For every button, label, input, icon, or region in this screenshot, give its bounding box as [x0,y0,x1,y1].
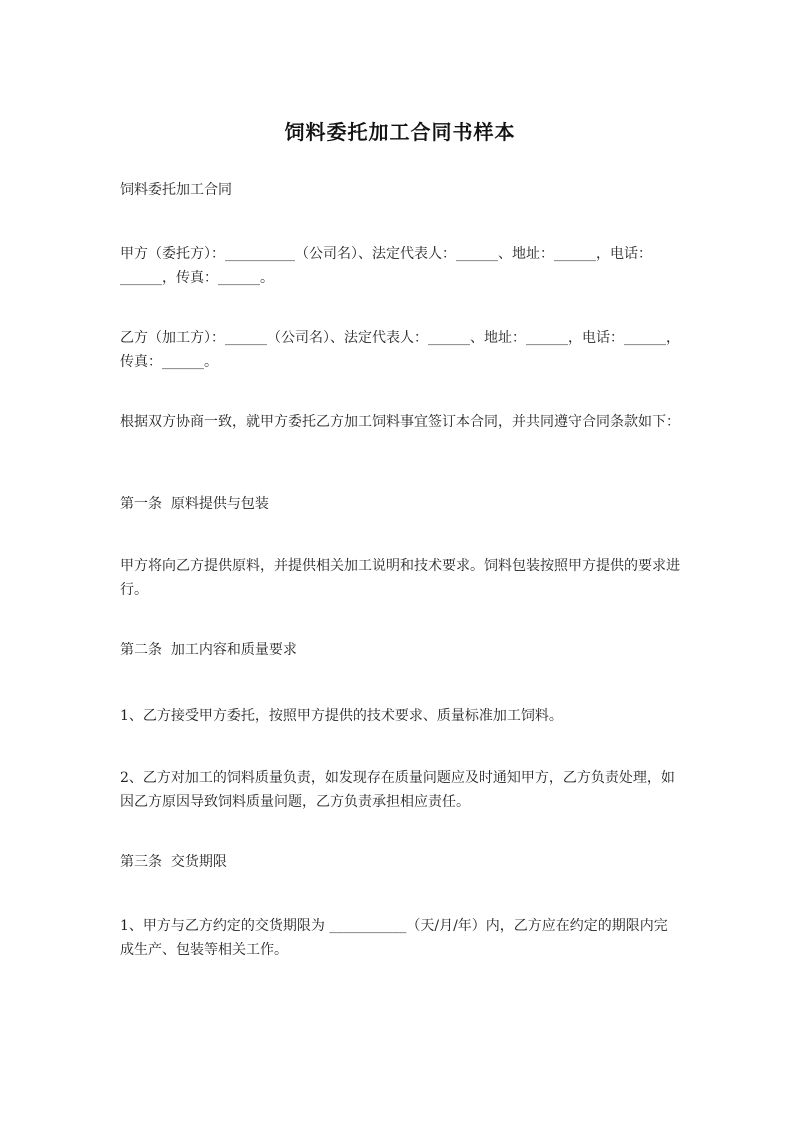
article1-text: 甲方将向乙方提供原料，并提供相关加工说明和技术要求。饲料包装按照甲方提供的要求进行。 [120,558,680,598]
article2-item2: 2、乙方对加工的饲料质量负责，如发现存在质量问题应及时通知甲方，乙方负责处理，如因乙方原因导致饲料质量问题，乙方负责承担相应责任。 [120,770,675,810]
article3-item1: 1、甲方与乙方约定的交货期限为 ___________（天/月/年）内，乙方应在约定的期限内完成生产、包装等相关工作。 [120,918,668,958]
party-b-paragraph: 乙方（加工方）：______（公司名）、法定代表人：______、地址：______，电话：______，传真：______。 [120,330,680,370]
article3-heading: 第三条 交货期限 [120,854,227,870]
article2-item1: 1、乙方接受甲方委托，按照甲方提供的技术要求、质量标准加工饲料。 [120,708,563,724]
article2-heading: 第二条 加工内容和质量要求 [120,642,297,658]
document-title: 饲料委托加工合同书样本 [284,120,516,144]
preamble-paragraph: 根据双方协商一致，就甲方委托乙方加工饲料事宜签订本合同，并共同遵守合同条款如下： [120,414,680,430]
article1-heading: 第一条 原料提供与包装 [120,496,269,512]
party-a-paragraph: 甲方（委托方）：__________（公司名）、法定代表人：______、地址：______，电话：______，传真：______。 [120,246,652,286]
contract-subtitle: 饲料委托加工合同 [120,182,232,198]
